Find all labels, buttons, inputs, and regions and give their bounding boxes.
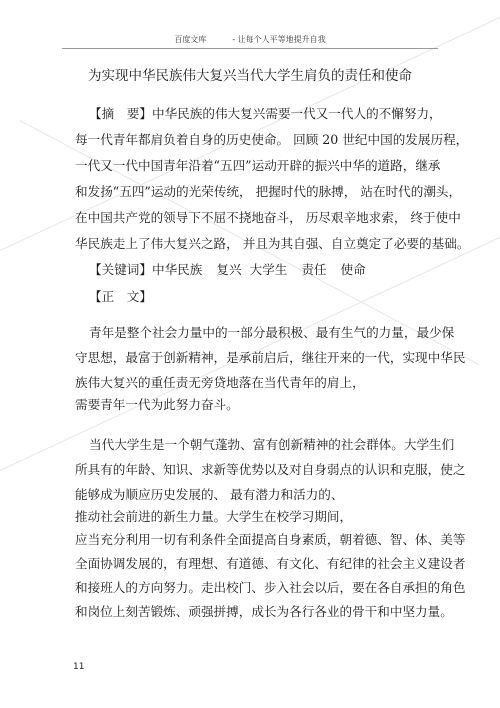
page-number: 11 xyxy=(73,662,85,672)
keyword: 大学生 xyxy=(249,262,288,277)
paragraph-line: 当代大学生是一个朝气蓬勃、富有创新精神的社会群体。大学生们 xyxy=(89,437,455,452)
keyword: 中华民族 xyxy=(151,262,203,277)
abstract-text: 在中国共产党的领导下不屈不挠地奋斗， 历尽艰辛地求索， 终于使中 xyxy=(75,210,461,225)
keyword: 复兴 xyxy=(216,262,242,277)
paragraph-line: 应当充分利用一切有利条件全面提高自身素质，朝着德、智、体、美等 xyxy=(75,532,466,547)
abstract-first-line xyxy=(89,106,442,122)
body-label: 【正 文】 xyxy=(89,289,152,304)
abstract-text: 中华民族的伟大复兴需要一代又一代人的不懈努力， xyxy=(151,106,442,121)
abstract-text: 一代又一代中国青年沿着“五四”运动开辟的振兴中华的道路，继承 xyxy=(75,158,441,173)
header-divider xyxy=(62,48,438,49)
document-title: 为实现中华民族伟大复兴当代大学生肩负的责任和使命 xyxy=(88,68,412,84)
paragraph-line: 和接班人的方向努力。走出校门、步入社会以后，要在各自承担的角色 xyxy=(75,580,466,595)
abstract-text: 和发扬“五四”运动的光荣传统， 把握时代的脉搏， 站在时代的潮头， xyxy=(75,184,462,199)
paragraph-line: 和岗位上刻苦锻炼、顽强拼搏，成长为各行各业的骨干和中坚力量。 xyxy=(75,604,453,619)
paragraph-line: 全面协调发展的，有理想、有道德、有文化、有纪律的社会主义建设者 xyxy=(75,556,466,571)
keyword: 使命 xyxy=(340,262,366,277)
abstract-label: 【摘 要】 xyxy=(89,106,152,121)
paragraph-line: 所具有的年龄、知识、求新等优势以及对自身弱点的认识和克服，使之 xyxy=(75,462,466,477)
paragraph-line: 守思想，最富于创新精神，是承前启后，继往开来的一代，实现中华民 xyxy=(75,350,466,365)
keyword: 责任 xyxy=(301,262,327,277)
header-source: 百度文库 xyxy=(174,35,207,44)
abstract-text: 华民族走上了伟大复兴之路， 并且为其自强、自立奠定了必要的基础。 xyxy=(75,236,470,251)
paragraph-line: 青年是整个社会力量中的一部分最积极、最有生气的力量，最少保 xyxy=(89,325,455,340)
page-header xyxy=(0,34,500,45)
watermark-line xyxy=(0,216,500,470)
paragraph-line: 需要青年一代为此努力奋斗。 xyxy=(75,397,239,412)
keywords-line xyxy=(89,262,366,278)
paragraph-line: 族伟大复兴的重任责无旁贷地落在当代青年的肩上， xyxy=(75,375,365,390)
header-slogan: - 让每个人平等地提升自我 xyxy=(232,35,326,44)
keywords-label: 【关键词】 xyxy=(89,262,152,277)
paragraph-line: 推动社会前进的新生力量。大学生在校学习期间， xyxy=(75,509,353,524)
paragraph-line: 能够成为顺应历史发展的、 最有潜力和活力的、 xyxy=(75,487,344,502)
abstract-text: 每一代青年都肩负着自身的历史使命。 回顾 20 世纪中国的发展历程， xyxy=(75,132,469,147)
